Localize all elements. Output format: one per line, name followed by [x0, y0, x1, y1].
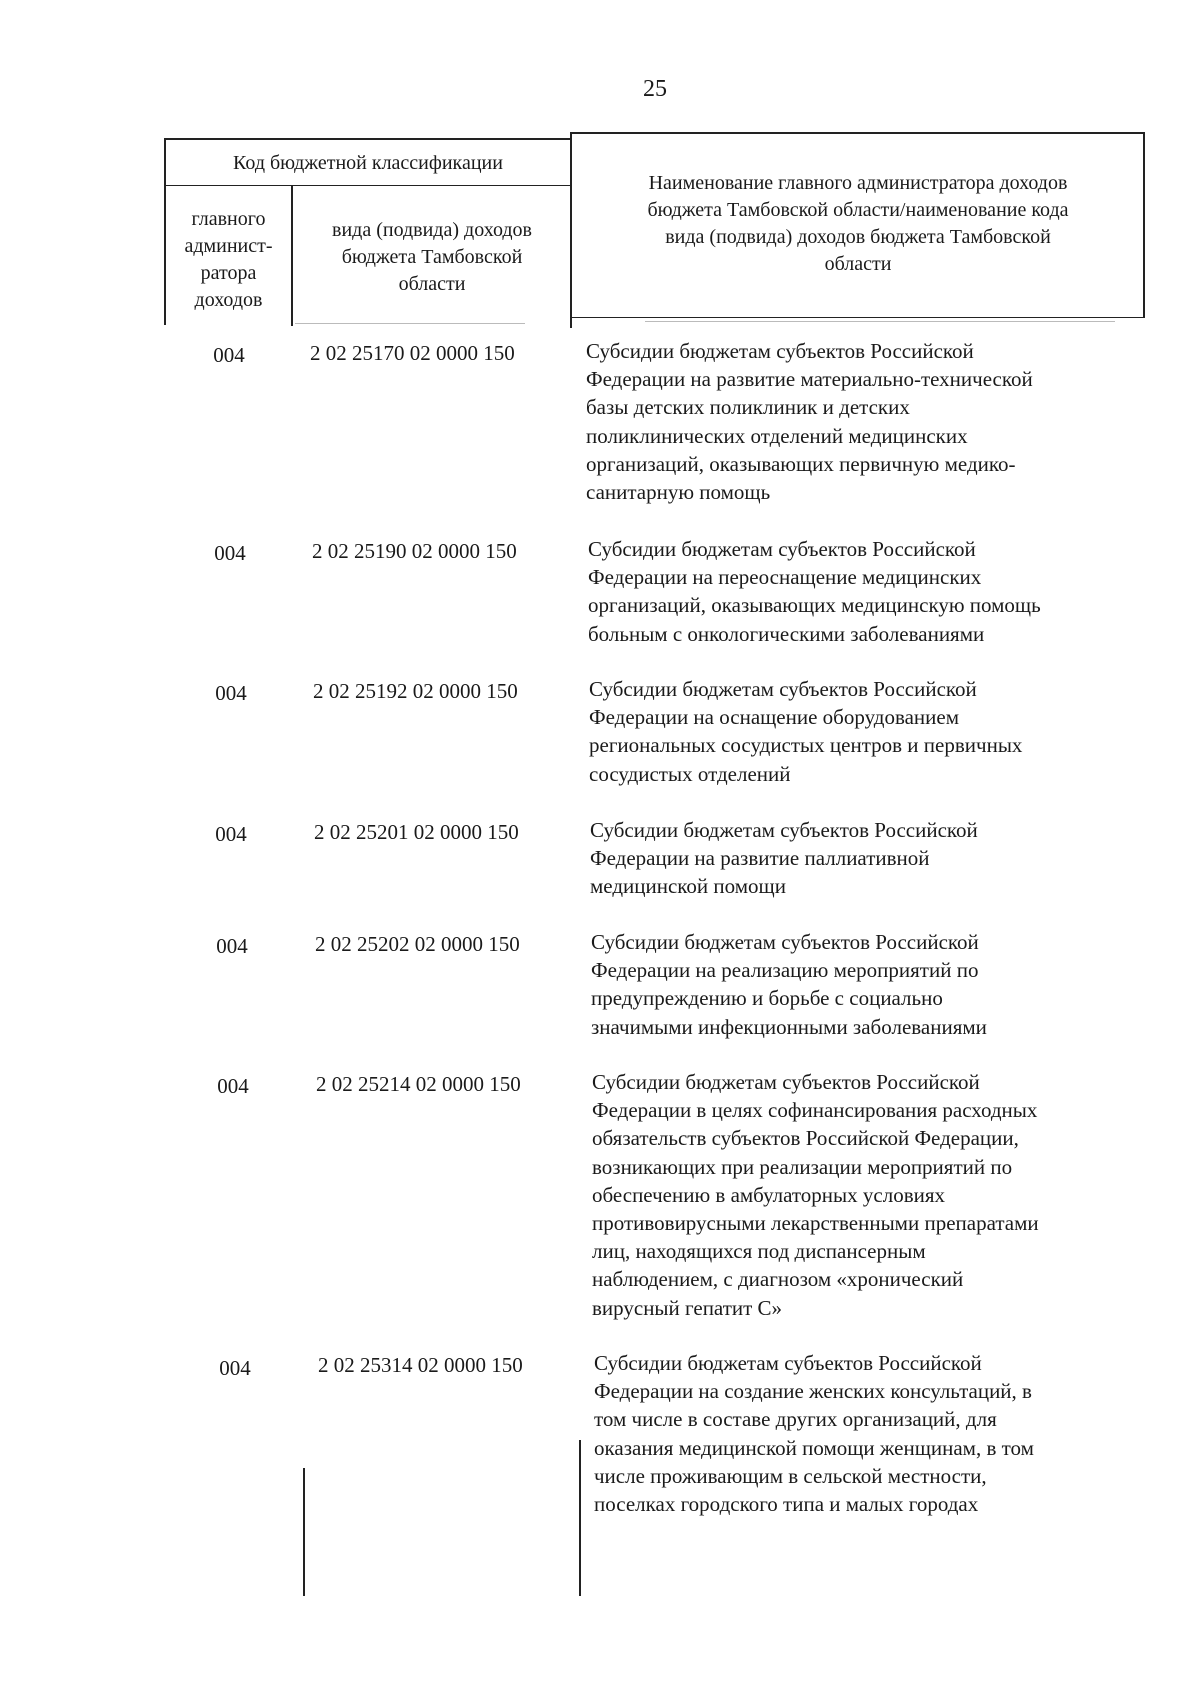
- row-revenue-name: Субсидии бюджетам субъектов Российской Федерации на создание женских консультаций, в том числе в составе других организаций, для оказания медицинской помощи женщинам, в том числе проживающим в сельской местности, поселках городского типа и малых городах: [594, 1351, 1034, 1517]
- header-col-admin: главного админист- ратора доходов: [184, 208, 273, 311]
- row-revenue-code: 2 02 25202 02 0000 150: [315, 932, 520, 956]
- row-revenue-code: 2 02 25192 02 0000 150: [313, 679, 518, 703]
- header-group-underline: [164, 185, 570, 186]
- row-admin-code: 004: [215, 681, 247, 705]
- row-admin-code: 004: [216, 934, 248, 958]
- row-revenue-name: Субсидии бюджетам субъектов Российской Федерации на оснащение оборудованием региональных сосудистых центров и первичных сосудистых отделений: [589, 677, 1023, 786]
- row-revenue-code: 2 02 25201 02 0000 150: [314, 820, 519, 844]
- row-revenue-name: Субсидии бюджетам субъектов Российской Федерации в целях софинансирования расходных обязательств субъектов Российской Федерации, возникающих при реализации мероприятий по обеспечению в амбулаторных условиях противовирусными лекарственными препаратами лиц, находящихся под диспансерным наблюдением, с диагнозом «хронический вирусный гепатит С»: [592, 1070, 1039, 1320]
- row-revenue-name: Субсидии бюджетам субъектов Российской Федерации на развитие материально-технической базы детских поликлиник и детских поликлинических отделений медицинских организаций, оказывающих первичную медико- санитарную помощь: [586, 339, 1033, 505]
- row-admin-code: 004: [213, 343, 245, 367]
- row-admin-code: 004: [215, 822, 247, 846]
- header-col-divider: [291, 186, 293, 326]
- body-col-divider-left: [303, 1468, 305, 1596]
- header-col-code: вида (подвида) доходов бюджета Тамбовской области: [332, 219, 532, 295]
- header-col-name: Наименование главного администратора доходов бюджета Тамбовской области/наименование кода вида (подвида) доходов бюджета Тамбовской области: [647, 172, 1069, 275]
- header-bottom-border-name: [645, 321, 1115, 322]
- row-revenue-code: 2 02 25170 02 0000 150: [310, 341, 515, 365]
- row-revenue-code: 2 02 25314 02 0000 150: [318, 1353, 523, 1377]
- header-right-border: [1143, 132, 1145, 318]
- row-revenue-name: Субсидии бюджетам субъектов Российской Федерации на реализацию мероприятий по предупреждению и борьбе с социально значимыми инфекционными заболеваниями: [591, 930, 987, 1039]
- row-revenue-name: Субсидии бюджетам субъектов Российской Федерации на переоснащение медицинских организаций, оказывающих медицинскую помощь больным с онкологическими заболеваниями: [588, 537, 1041, 646]
- row-admin-code: 004: [219, 1356, 251, 1380]
- row-admin-code: 004: [217, 1074, 249, 1098]
- row-revenue-name: Субсидии бюджетам субъектов Российской Федерации на развитие паллиативной медицинской помощи: [590, 818, 978, 899]
- page-number: 25: [643, 76, 667, 102]
- header-group-title: Код бюджетной классификации: [233, 152, 503, 174]
- row-admin-code: 004: [214, 541, 246, 565]
- header-bottom-border-code: [295, 323, 525, 324]
- header-bottom-border-right: [570, 317, 1144, 318]
- row-revenue-code: 2 02 25214 02 0000 150: [316, 1072, 521, 1096]
- header-group-divider: [570, 134, 572, 328]
- body-col-divider-right: [579, 1440, 581, 1596]
- row-revenue-code: 2 02 25190 02 0000 150: [312, 539, 517, 563]
- header-top-border-left: [164, 138, 570, 140]
- header-top-border-right: [570, 132, 1144, 134]
